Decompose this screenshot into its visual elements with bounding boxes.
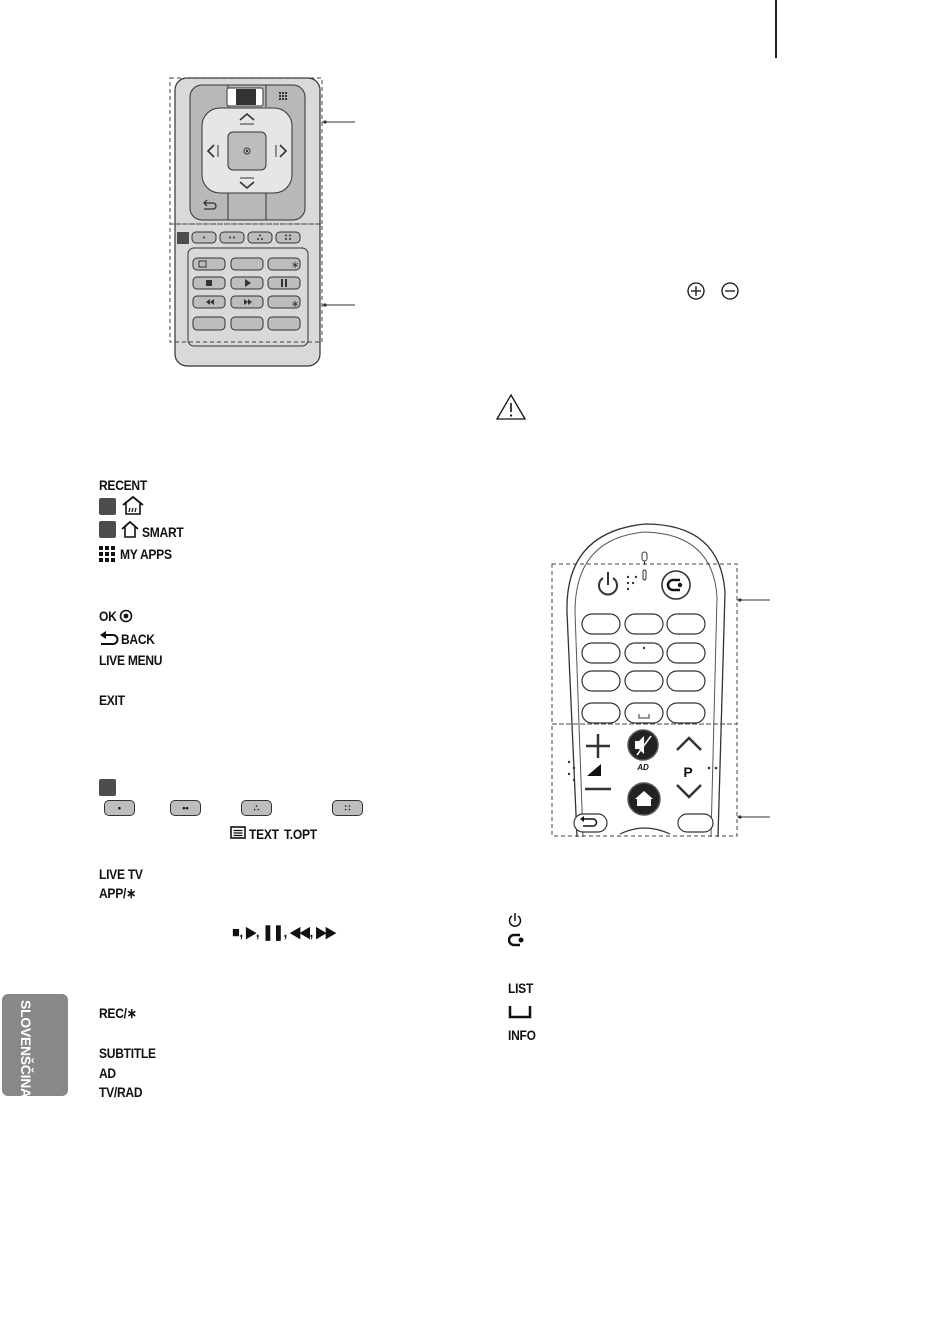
app-label: APP/∗ xyxy=(99,885,136,901)
tv-rad-label: TV/RAD xyxy=(99,1084,143,1100)
my-apps-label: MY APPS xyxy=(120,546,172,562)
t-opt-label: T.OPT xyxy=(284,826,317,842)
live-tv-label: LIVE TV xyxy=(99,866,143,882)
svg-text:P: P xyxy=(683,764,693,780)
teletext-icon xyxy=(230,826,246,839)
language-tab-label: SLOVENŠČINA xyxy=(18,1000,34,1098)
space-icon xyxy=(508,1005,532,1019)
smart-button-square xyxy=(99,521,116,538)
input-icon xyxy=(508,933,528,947)
ok-icon xyxy=(119,609,133,623)
battery-polarity-icons xyxy=(685,280,745,302)
playback-symbols: ■, ▶, ❚❚, ◀◀, ▶▶ xyxy=(232,924,336,941)
exit-label: EXIT xyxy=(99,692,125,708)
smart-label: SMART xyxy=(142,524,184,540)
home-button-square xyxy=(99,498,116,515)
language-side-tab xyxy=(2,994,68,1096)
yellow-button: ∴ xyxy=(241,800,272,816)
back-icon xyxy=(99,630,119,646)
svg-text:AD: AD xyxy=(637,763,649,772)
page-rule xyxy=(775,0,777,58)
rec-label: REC/∗ xyxy=(99,1005,137,1021)
info-label: INFO xyxy=(508,1027,536,1043)
live-menu-label: LIVE MENU xyxy=(99,652,163,668)
svg-text:∗: ∗ xyxy=(291,299,300,310)
list-label: LIST xyxy=(508,980,534,996)
magic-remote-illustration xyxy=(545,512,775,842)
recent-label: RECENT xyxy=(99,477,147,493)
svg-text:∗: ∗ xyxy=(291,260,300,271)
my-apps-icon xyxy=(99,546,117,562)
smart-home-icon xyxy=(121,521,139,538)
back-label: BACK xyxy=(121,631,155,647)
colour-button-square xyxy=(99,779,116,796)
blue-button: ∷ xyxy=(332,800,363,816)
ad-label: AD xyxy=(99,1065,116,1081)
subtitle-label: SUBTITLE xyxy=(99,1045,156,1061)
warning-icon xyxy=(495,393,527,421)
ok-label: OK xyxy=(99,608,117,624)
red-button: • xyxy=(104,800,135,816)
power-icon xyxy=(508,912,522,928)
text-label: TEXT xyxy=(249,826,279,842)
green-button: •• xyxy=(170,800,201,816)
standard-remote-illustration xyxy=(160,70,375,370)
home-icon xyxy=(121,496,147,516)
